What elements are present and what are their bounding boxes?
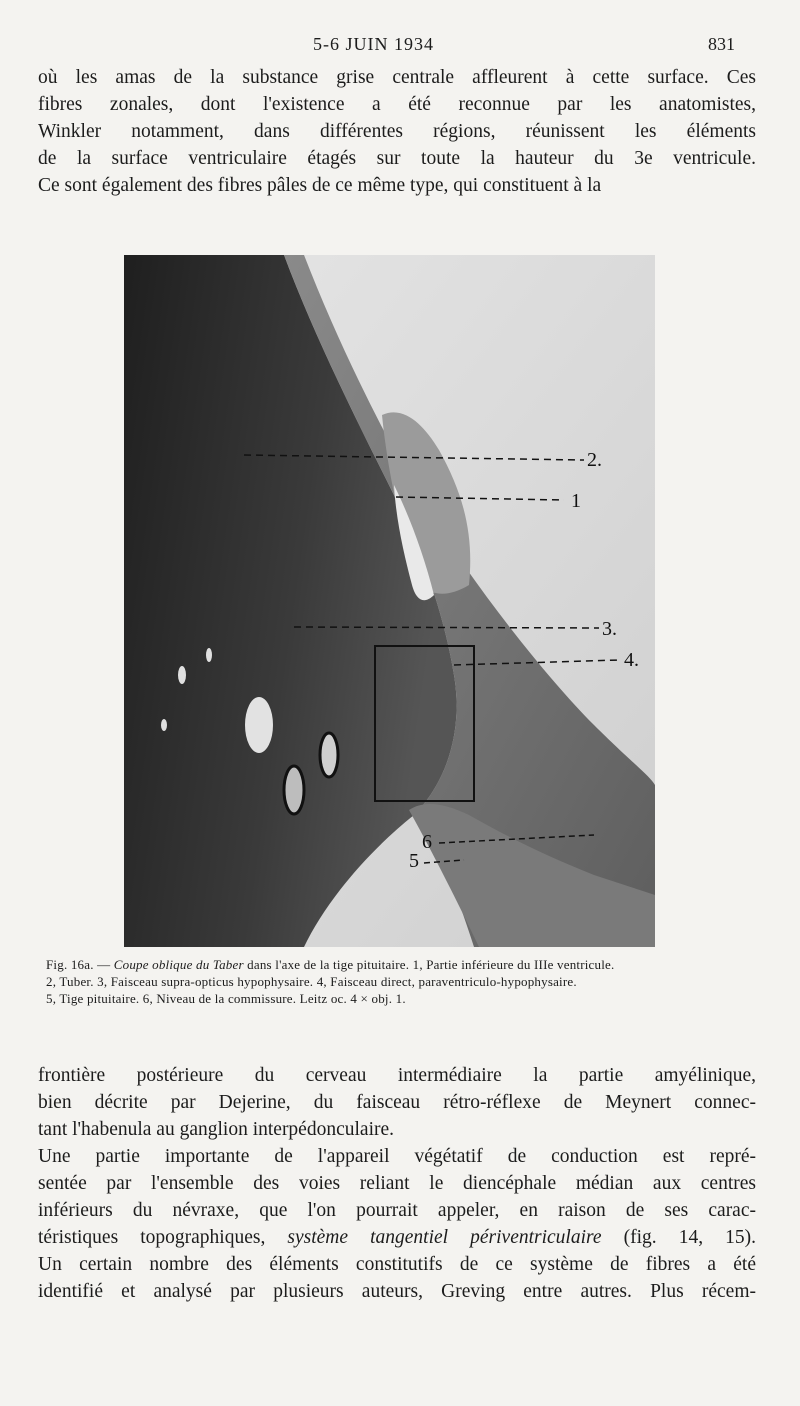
text-line: inférieurs du névraxe, que l'on pourrait appeler, en raison de ses carac- <box>38 1200 756 1221</box>
text-line: Une partie importante de l'appareil végétatif de conduction est repré- <box>38 1146 756 1167</box>
figure-label: 5 <box>409 850 419 872</box>
text-line: où les amas de la substance grise centrale affleurent à cette surface. Ces <box>38 67 756 88</box>
text-line: bien décrite par Dejerine, du faisceau rétro-réflexe de Meynert connec- <box>38 1092 756 1113</box>
figure-number: Fig. 16a. — <box>46 957 111 972</box>
text-line: frontière postérieure du cerveau intermédiaire la partie amyélinique, <box>38 1065 756 1086</box>
caption-title: Coupe oblique du Taber <box>113 957 244 972</box>
caption-line-2: 2, Tuber. 3, Faisceau supra-opticus hypophysaire. 4, Faisceau direct, paraventriculo-hypophysaire. <box>46 974 577 989</box>
figure-label: 6 <box>422 831 432 853</box>
figure-label: 4. <box>624 649 639 671</box>
text-line: de la surface ventriculaire étagés sur toute la hauteur du 3e ventricule. <box>38 148 756 169</box>
figure-label: 1 <box>571 490 581 512</box>
running-head <box>0 32 800 56</box>
text-line: identifié et analysé par plusieurs auteurs, Greving entre autres. Plus récem- <box>38 1281 756 1302</box>
text-line-mixed <box>38 1224 756 1251</box>
caption-line-3: 5, Tige pituitaire. 6, Niveau de la commissure. Leitz oc. 4 × obj. 1. <box>46 991 406 1006</box>
micrograph-figure <box>124 255 655 947</box>
figure-caption <box>46 956 752 1007</box>
figure-label: 3. <box>602 618 617 640</box>
micrograph-image <box>124 255 655 947</box>
bottom-text <box>38 1062 756 1305</box>
text-line: fibres zonales, dont l'existence a été reconnue par les anatomistes, <box>38 94 756 115</box>
figure-label: 2. <box>587 449 602 471</box>
text-line: sentée par l'ensemble des voies reliant le diencéphale médian aux centres <box>38 1173 756 1194</box>
caption-text: dans l'axe de la tige pituitaire. 1, Partie inférieure du IIIe ventricule. <box>247 957 615 972</box>
text-segment: téristiques topographiques, <box>38 1227 266 1248</box>
text-line: Un certain nombre des éléments constitutifs de ce système de fibres a été <box>38 1254 756 1275</box>
figure-reference: (fig. 14, 15). <box>623 1227 756 1248</box>
text-line: Ce sont également des fibres pâles de ce même type, qui constituent à la <box>38 175 602 196</box>
page-number: 831 <box>708 34 735 54</box>
italic-term: système tangentiel périventriculaire <box>287 1227 602 1248</box>
issue-date: 5-6 JUIN 1934 <box>313 34 434 54</box>
text-line: tant l'habenula au ganglion interpédonculaire. <box>38 1119 395 1140</box>
text-line: Winkler notamment, dans différentes régions, réunissent les éléments <box>38 121 756 142</box>
top-paragraph <box>38 64 756 199</box>
caption-line-1 <box>46 956 752 973</box>
